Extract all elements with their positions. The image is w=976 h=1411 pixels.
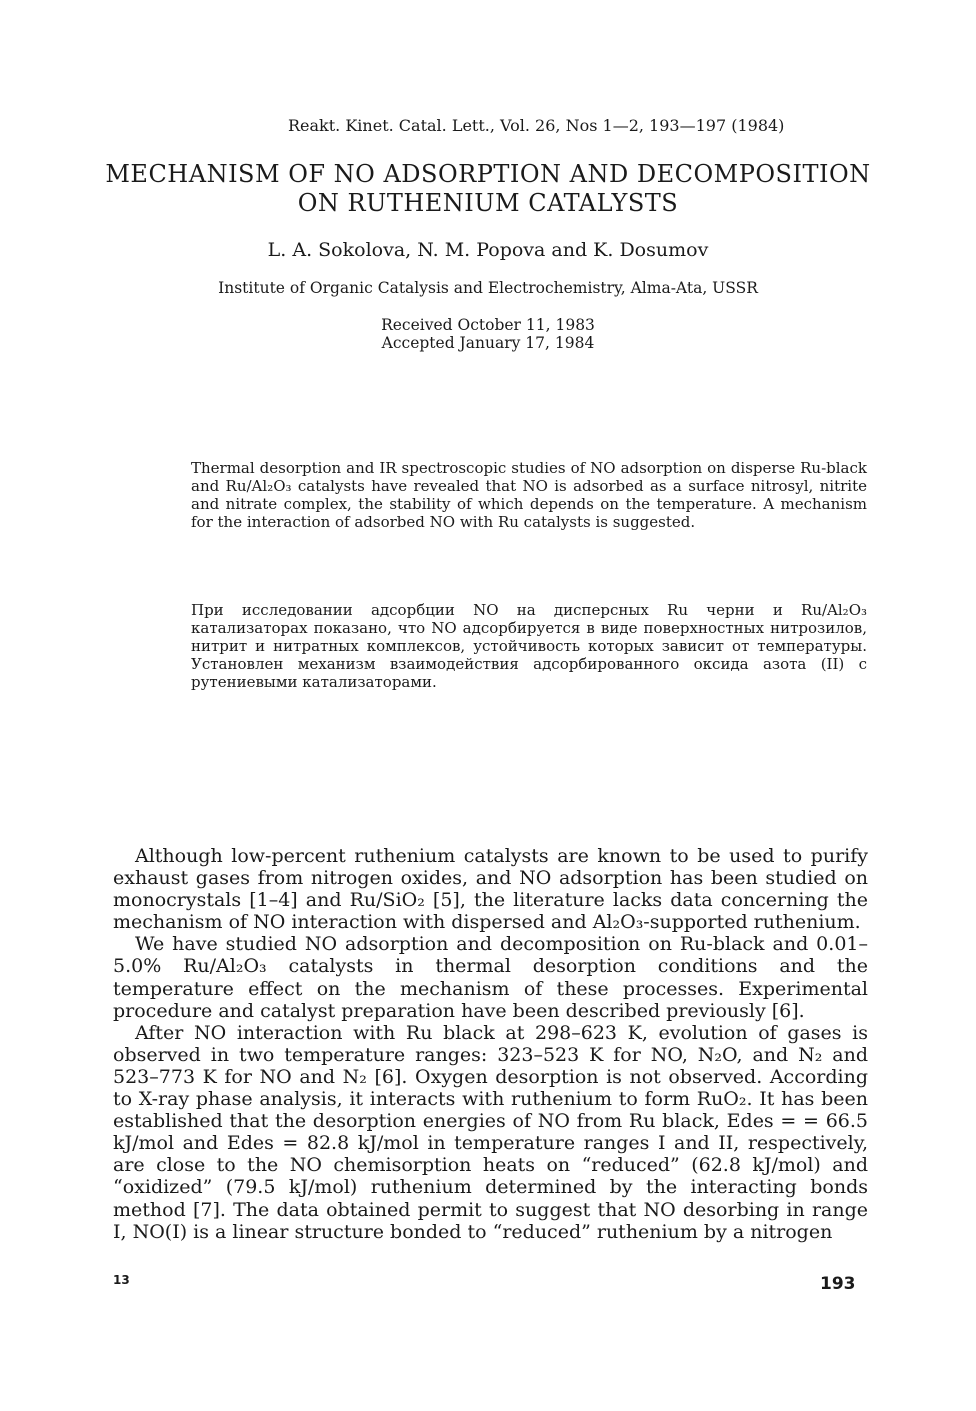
journal-citation: Reakt. Kinet. Catal. Lett., Vol. 26, Nos 1—2, 193—197 (1984) bbox=[288, 116, 785, 135]
body-text bbox=[113, 845, 868, 1243]
body-paragraph-3: After NO interaction with Ru black at 298–623 K, evolution of gases is observed in two temperature ranges: 323–523 K for NO, N₂O, and N₂ and 523–773 K for NO and N₂ [6]. Oxygen desorption is not observed. According to X-ray phase analysis, it interacts with ruthenium to form RuO₂. It has been established that the desorption energies of NO from Ru black, Edes = = 66.5 kJ/mol and Edes = 82.8 kJ/mol in temperature ranges I and II, respectively, are close to the NO chemisorption heats on “reduced” (62.8 kJ/mol) and “oxidized” (79.5 kJ/mol) ruthenium determined by the interacting bonds method [7]. The data obtained permit to suggest that NO desorbing in range I, NO(I) is a linear structure bonded to “reduced” ruthenium by a nitrogen bbox=[113, 1021, 868, 1243]
author-list: L. A. Sokolova, N. M. Popova and K. Dosumov bbox=[267, 239, 709, 261]
signature-mark: 13 bbox=[113, 1273, 130, 1287]
received-date: Received October 11, 1983 bbox=[381, 316, 595, 334]
title-line-2: ON RUTHENIUM CATALYSTS bbox=[297, 189, 679, 217]
accepted-date: Accepted January 17, 1984 bbox=[381, 334, 595, 352]
submission-dates bbox=[100, 316, 876, 352]
title-line-1: MECHANISM OF NO ADSORPTION AND DECOMPOSITION bbox=[105, 160, 871, 188]
paper-title bbox=[100, 160, 876, 218]
affiliation: Institute of Organic Catalysis and Electrochemistry, Alma-Ata, USSR bbox=[218, 279, 758, 297]
body-paragraph-1: Although low-percent ruthenium catalysts are known to be used to purify exhaust gases from nitrogen oxides, and NO adsorption has been studied on monocrystals [1–4] and Ru/SiO₂ [5], the literature lacks data concerning the mechanism of NO interaction with dispersed and Al₂O₃-supported ruthenium. bbox=[113, 845, 868, 934]
body-paragraph-2: We have studied NO adsorption and decomposition on Ru-black and 0.01–5.0% Ru/Al₂O₃ catalysts in thermal desorption conditions and the temperature effect on the mechanism of these processes. Experimental procedure and catalyst preparation have been described previously [6]. bbox=[113, 933, 868, 1022]
abstract-russian: При исследовании адсорбции NO на дисперсных Ru черни и Ru/Al₂O₃ катализаторах показано, что NO адсорбируется в виде поверхностных нитрозилов, нитрит и нитратных комплексов, устойчивость которых зависит от температуры. Установлен механизм взаимодействия адсорбированного оксида азота (II) с рутениевыми катализаторами. bbox=[191, 601, 867, 692]
page-number: 193 bbox=[820, 1274, 856, 1294]
abstract-english: Thermal desorption and IR spectroscopic studies of NO adsorption on disperse Ru-black and Ru/Al₂O₃ catalysts have revealed that NO is adsorbed as a surface nitrosyl, nitrite and nitrate complex, the stability of which depends on the temperature. A mechanism for the interaction of adsorbed NO with Ru catalysts is suggested. bbox=[191, 459, 867, 532]
